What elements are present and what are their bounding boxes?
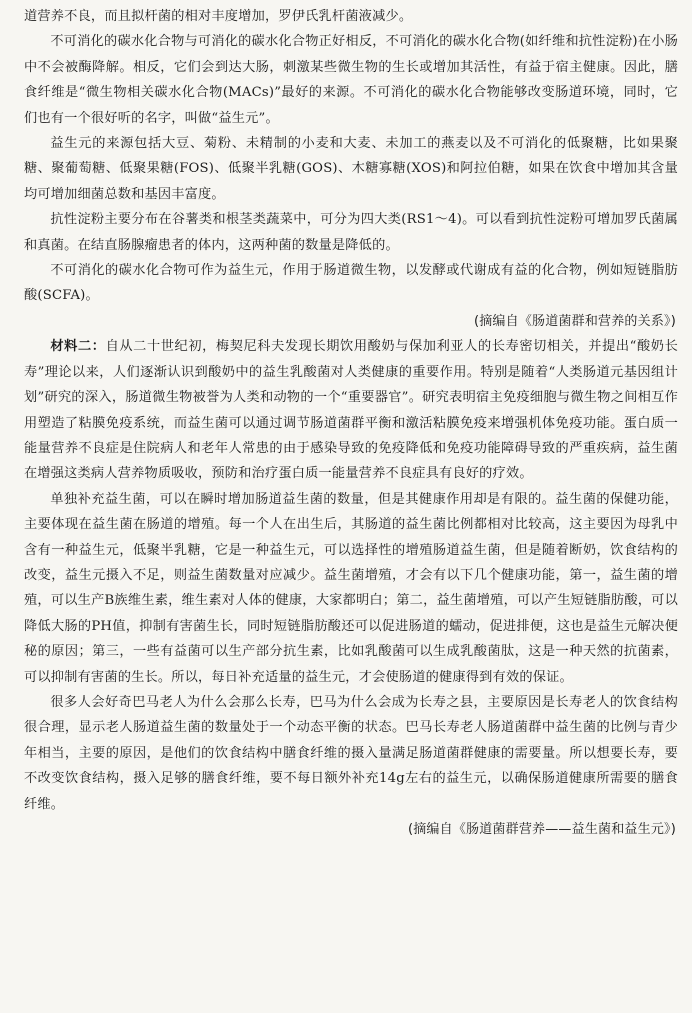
material-label: 材料二： [50, 339, 106, 355]
material-two-text: 自从二十世纪初，梅契尼科夫发现长期饮用酸奶与保加利亚人的长寿密切相关，并提出“酸奶长寿”理论以来，人们逐渐认识到酸奶中的益生乳酸菌对人类健康的重要作用。特别是随着“人类肠道元基因组计划”研究的深入，肠道微生物被誉为人类和动物的一个“重要器官”。研究表明宿主免疫细胞与微生物之间相互作用塑造了粘膜免疫系统，而益生菌可以通过调节肠道菌群平衡和激活粘膜免疫来增强机体免疫功能。蛋白质一能量营养不良症是住院病人和老年人常患的由于感染导致的免疫降低和免疫功能障碍导致的严重疾病，益生菌在增强这类病人营养物质吸收，预防和治疗蛋白质一能量营养不良症具有良好的疗效。 [24, 339, 678, 482]
paragraph: 不可消化的碳水化合物与可消化的碳水化合物正好相反，不可消化的碳水化合物(如纤维和抗性淀粉)在小肠中不会被酶降解。相反，它们会到达大肠，刺激某些微生物的生长或增加其活性，有益于宿主健康。因此，膳食纤维是“微生物相关碳水化合物(MACs)”最好的来源。不可消化的碳水化合物能够改变肠道环境，同时，它们也有一个很好听的名字，叫做“益生元”。 [24, 34, 678, 126]
paragraph: 不可消化的碳水化合物可作为益生元，作用于肠道微生物，以发酵或代谢成有益的化合物，例如短链脂肪酸(SCFA)。 [24, 263, 678, 304]
material-two-paragraph [24, 334, 678, 486]
paragraph: 单独补充益生菌，可以在瞬时增加肠道益生菌的数量，但是其健康作用却是有限的。益生菌的保健功能，主要体现在益生菌在肠道的增殖。每一个人在出生后，其肠道的益生菌比例都相对比较高，这主要因为母乳中含有一种益生元，低聚半乳糖，它是一种益生元，可以选择性的增殖肠道益生菌，但是随着断奶，饮食结构的改变，益生元摄入不足，则益生菌数量对应减少。益生菌增殖，才会有以下几个健康功能，第一，益生菌的增殖，可以生产B族维生素，维生素对人体的健康，大家都明白；第二，益生菌增殖，可以产生短链脂肪酸，可以降低大肠的PH值，抑制有害菌生长，同时短链脂肪酸还可以促进肠道的蠕动，促进排便，这也是益生元解决便秘的原因；第三，一些有益菌可以生产部分抗生素，比如乳酸菌可以生成乳酸菌肽，这是一种天然的抗菌素，可以抑制有害菌的生长。所以，每日补充适量的益生元，才会使肠道的健康得到有效的保证。 [24, 491, 678, 685]
paragraph: 很多人会好奇巴马老人为什么会那么长寿，巴马为什么会成为长寿之县，主要原因是长寿老人的饮食结构很合理，显示老人肠道益生菌的数量处于一个动态平衡的状态。巴马长寿老人肠道菌群中益生菌的比例与青少年相当，主要的原因，是他们的饮食结构中膳食纤维的摄入量满足肠道菌群健康的需要量。所以想要长寿，要不改变饮食结构，摄入足够的膳食纤维，要不每日额外补充14g左右的益生元，以确保肠道健康所需要的膳食纤维。 [24, 694, 678, 812]
source-citation-2: (摘编自《肠道菌群营养——益生菌和益生元》) [407, 822, 676, 837]
source-citation-1: (摘编自《肠道菌群和营养的关系》) [473, 313, 676, 329]
paragraph: 道营养不良，而且拟杆菌的相对丰度增加，罗伊氏乳杆菌液减少。 [24, 9, 413, 24]
paragraph: 抗性淀粉主要分布在谷薯类和根茎类蔬菜中，可分为四大类(RS1～4)。可以看到抗性淀粉可增加罗氏菌属和真菌。在结直肠腺瘤患者的体内，这两种菌的数量是降低的。 [24, 212, 678, 253]
paragraph: 益生元的来源包括大豆、菊粉、未精制的小麦和大麦、未加工的燕麦以及不可消化的低聚糖，比如果聚糖、聚葡萄糖、低聚果糖(FOS)、低聚半乳糖(GOS)、木糖寡糖(XOS)和阿拉伯糖，如果在饮食中增加其含量均可增加细菌总数和基因丰富度。 [24, 136, 678, 202]
